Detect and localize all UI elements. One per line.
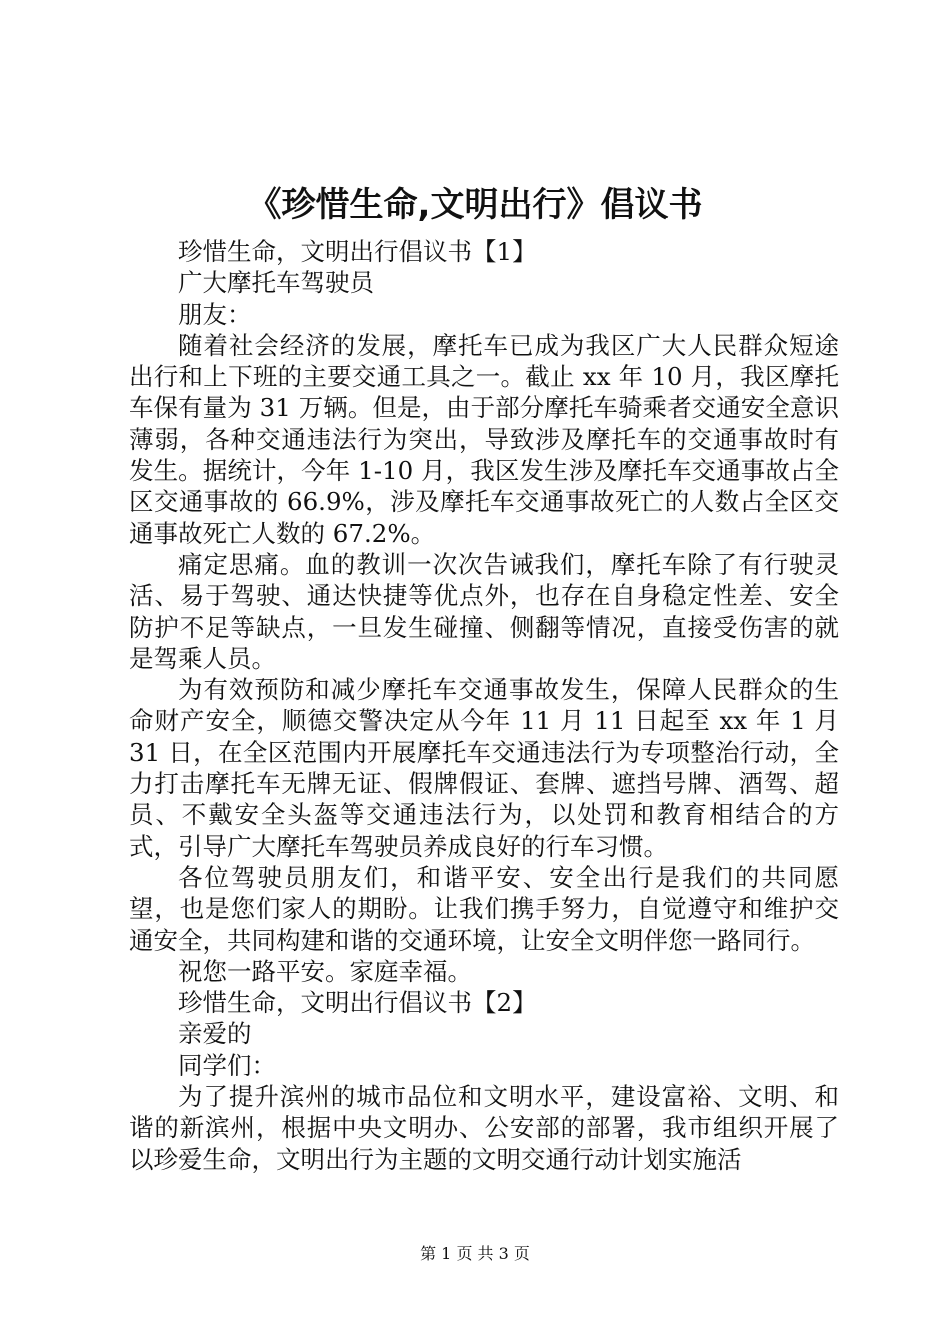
closing-line: 祝您一路平安。家庭幸福。: [178, 956, 472, 986]
body-paragraph: 为有效预防和减少摩托车交通事故发生，保障人民群众的生命财产安全，顺德交警决定从今年 11 月 11 日起至 xx 年 1 月 31 日，在全区范围内开展摩托车交通违法行为专项整治行动，全力打击摩托车无牌无证、假牌假证、套牌、遮挡号牌、酒驾、超员、不戴安全头盔等交通违法行为，以处罚和教育相结合的方式，引导广大摩托车驾驶员养成良好的行车习惯。: [129, 675, 839, 861]
section-heading-1: 珍惜生命，文明出行倡议书【1】: [178, 237, 537, 266]
page-footer: 第 1 页 共 3 页: [420, 1244, 530, 1263]
salutation-line: 同学们：: [178, 1050, 276, 1080]
body-paragraph: 痛定思痛。血的教训一次次告诫我们，摩托车除了有行驶灵活、易于驾驶、通达快捷等优点外，也存在自身稳定性差、安全防护不足等缺点，一旦发生碰撞、侧翻等情况，直接受伤害的就是驾乘人员。: [129, 549, 839, 673]
body-paragraph: 随着社会经济的发展，摩托车已成为我区广大人民群众短途出行和上下班的主要交通工具之一。截止 xx 年 10 月，我区摩托车保有量为 31 万辆。但是，由于部分摩托车骑乘者交通安全意识薄弱，各种交通违法行为突出，导致涉及摩托车的交通事故时有发生。据统计，今年 1-10 月，我区发生涉及摩托车交通事故占全区交通事故的 66.9%，涉及摩托车交通事故死亡的人数占全区交通事故死亡人数的 67.2%。: [129, 330, 839, 548]
document-title: 《珍惜生命,文明出行》倡议书: [247, 185, 703, 225]
document-body: [129, 236, 839, 1175]
section-heading-2: 珍惜生命，文明出行倡议书【2】: [178, 988, 537, 1018]
salutation-line: 亲爱的: [178, 1019, 252, 1049]
body-paragraph: 为了提升滨州的城市品位和文明水平，建设富裕、文明、和谐的新滨州，根据中央文明办、公安部的部署，我市组织开展了以珍爱生命，文明出行为主题的文明交通行动计划实施活: [129, 1082, 839, 1174]
body-paragraph: 各位驾驶员朋友们，和谐平安、安全出行是我们的共同愿望，也是您们家人的期盼。让我们携手努力，自觉遵守和维护交通安全，共同构建和谐的交通环境，让安全文明伴您一路同行。: [129, 862, 839, 955]
salutation-line: 朋友：: [178, 299, 252, 329]
salutation-line: 广大摩托车驾驶员: [178, 268, 374, 298]
